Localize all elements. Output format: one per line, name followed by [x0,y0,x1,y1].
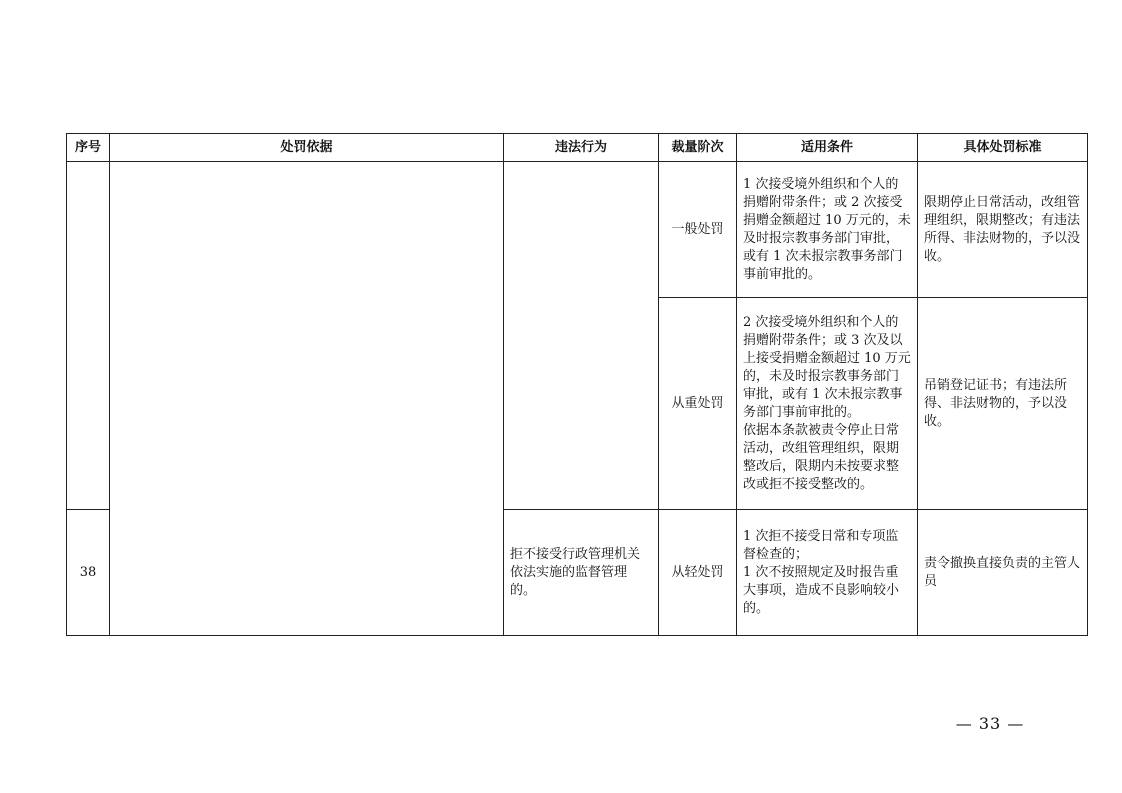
number-cell-empty [67,162,110,510]
condition-cell [737,298,918,510]
header-number: 序号 [67,134,110,162]
level-cell: 从重处罚 [659,298,737,510]
condition-extra-text: 依据本条款被责令停止日常活动，改组管理组织，限期整改后，限期内未按要求整改或拒不接受整改的。 [743,422,900,492]
header-violation: 违法行为 [504,134,659,162]
header-basis: 处罚依据 [110,134,504,162]
condition-text: 2 次接受境外组织和个人的捐赠附带条件；或 3 次及以上接受捐赠金额超过 10 万元的，未及时报宗教事务部门审批，或有 1 次未报宗教事务部门事前审批的。 [743,314,911,420]
condition-extra-text: 1 次不按照规定及时报告重大事项，造成不良影响较小的。 [743,564,900,616]
condition-cell [737,510,918,636]
header-standard: 具体处罚标准 [918,134,1088,162]
condition-text: 1 次拒不接受日常和专项监督检查的； [743,528,899,562]
page-number: — 33 — [955,714,1025,733]
violation-cell-empty [504,162,659,510]
standard-cell: 吊销登记证书；有违法所得、非法财物的，予以没收。 [918,298,1088,510]
penalty-table [66,133,1088,636]
level-cell: 从轻处罚 [659,510,737,636]
basis-cell-empty [110,162,504,636]
header-condition: 适用条件 [737,134,918,162]
violation-cell: 拒不接受行政管理机关依法实施的监督管理的。 [504,510,659,636]
level-cell: 一般处罚 [659,162,737,298]
condition-cell: 1 次接受境外组织和个人的捐赠附带条件；或 2 次接受捐赠金额超过 10 万元的，未及时报宗教事务部门审批，或有 1 次未报宗教事务部门事前审批的。 [737,162,918,298]
table-header-row [67,134,1088,162]
standard-cell: 限期停止日常活动，改组管理组织，限期整改；有违法所得、非法财物的，予以没收。 [918,162,1088,298]
table-row [67,162,1088,298]
standard-cell: 责令撤换直接负责的主管人员 [918,510,1088,636]
number-cell: 38 [67,510,110,636]
header-level: 裁量阶次 [659,134,737,162]
